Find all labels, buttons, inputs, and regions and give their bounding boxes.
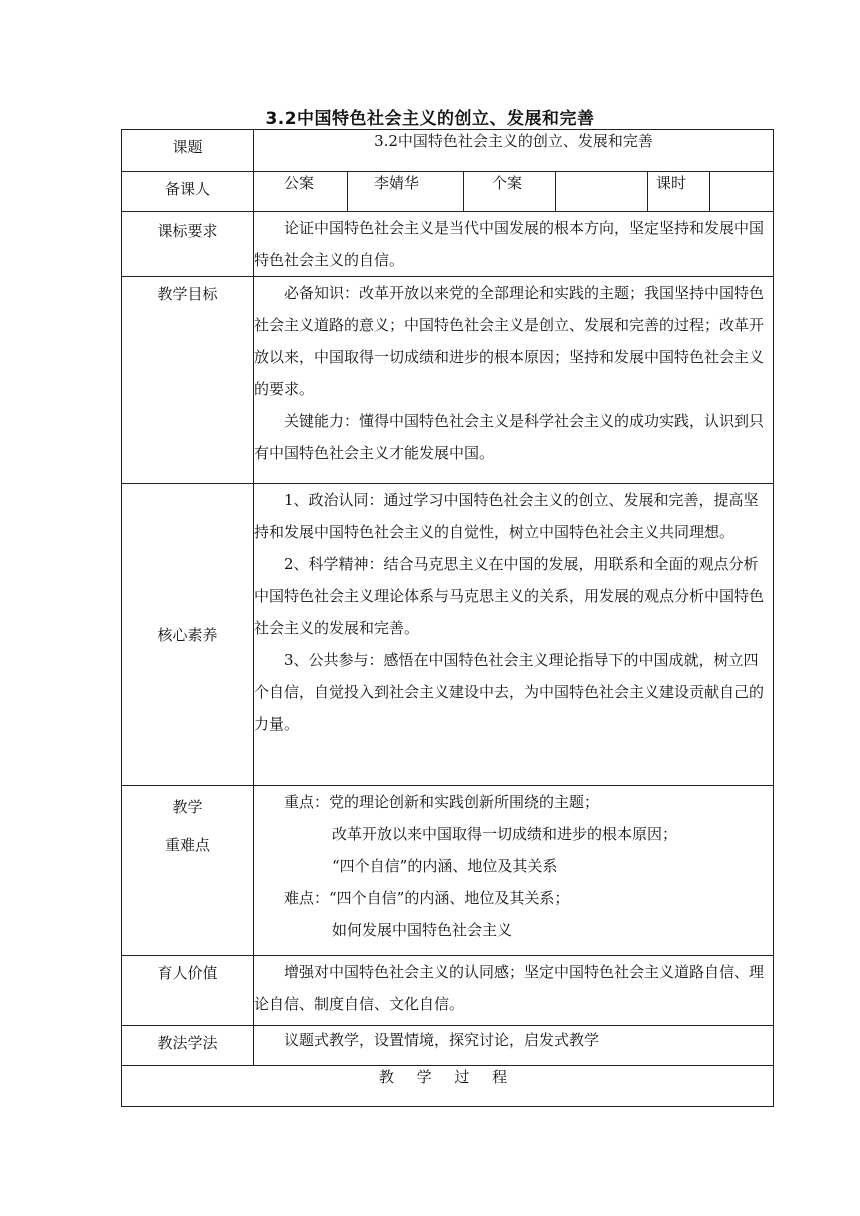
- standard-label: 课标要求: [122, 212, 254, 277]
- personal-plan-label: 个案: [464, 172, 556, 212]
- public-plan-label: 公案: [254, 172, 348, 212]
- key-difficult-label-line2: 重难点: [164, 836, 210, 854]
- methods-label: 教法学法: [122, 1026, 254, 1066]
- personal-plan-value: [556, 172, 648, 212]
- key-difficult-row: [122, 786, 774, 956]
- key-point-1: 重点：党的理论创新和实践创新所围绕的主题；: [284, 793, 600, 811]
- literacy-label: 核心素养: [122, 484, 254, 786]
- methods-row: [122, 1026, 774, 1066]
- objectives-row: [122, 277, 774, 484]
- document-title: 3.2中国特色社会主义的创立、发展和完善: [265, 109, 595, 129]
- period-label: 课时: [648, 172, 710, 212]
- key-difficult-label-line1: 教学: [172, 798, 203, 816]
- values-label: 育人价值: [122, 956, 254, 1026]
- literacy-participation: 3、公共参与：感悟在中国特色社会主义理论指导下的中国成就，树立四个自信，自觉投入到社会主义建设中去，为中国特色社会主义建设贡献自己的力量。: [254, 651, 765, 733]
- process-heading: 教 学 过 程: [122, 1066, 774, 1107]
- preparer-row: [122, 172, 774, 212]
- topic-value: 3.2中国特色社会主义的创立、发展和完善: [254, 130, 774, 172]
- key-difficult-label: [122, 786, 254, 956]
- standard-row: [122, 212, 774, 277]
- objectives-content: [254, 277, 774, 484]
- key-point-3: “四个自信”的内涵、地位及其关系: [332, 857, 558, 875]
- lesson-plan-table: [121, 129, 774, 1107]
- key-difficult-content: [254, 786, 774, 956]
- topic-label: 课题: [122, 130, 254, 172]
- values-row: [122, 956, 774, 1026]
- preparer-label: 备课人: [122, 172, 254, 212]
- standard-text: 论证中国特色社会主义是当代中国发展的根本方向，坚定坚持和发展中国特色社会主义的自信。: [254, 212, 774, 277]
- topic-row: [122, 130, 774, 172]
- methods-text: 议题式教学，设置情境，探究讨论，启发式教学: [254, 1026, 774, 1066]
- literacy-row: [122, 484, 774, 786]
- literacy-science: 2、科学精神：结合马克思主义在中国的发展，用联系和全面的观点分析中国特色社会主义理论体系与马克思主义的关系，用发展的观点分析中国特色社会主义的发展和完善。: [254, 555, 765, 637]
- literacy-political: 1、政治认同：通过学习中国特色社会主义的创立、发展和完善，提高坚持和发展中国特色社会主义的自觉性，树立中国特色社会主义共同理想。: [254, 491, 759, 541]
- objectives-ability: 关键能力：懂得中国特色社会主义是科学社会主义的成功实践，认识到只有中国特色社会主义才能发展中国。: [254, 412, 765, 462]
- literacy-content: [254, 484, 774, 786]
- difficult-point-2: 如何发展中国特色社会主义: [332, 921, 513, 939]
- period-value: [710, 172, 774, 212]
- public-plan-author: 李婧华: [348, 172, 464, 212]
- objectives-label: 教学目标: [122, 277, 254, 484]
- key-point-2: 改革开放以来中国取得一切成绩和进步的根本原因；: [332, 825, 678, 843]
- values-text: 增强对中国特色社会主义的认同感；坚定中国特色社会主义道路自信、理论自信、制度自信、文化自信。: [254, 956, 774, 1026]
- objectives-knowledge: 必备知识：改革开放以来党的全部理论和实践的主题；我国坚持中国特色社会主义道路的意义；中国特色社会主义是创立、发展和完善的过程；改革开放以来，中国取得一切成绩和进步的根本原因；坚持和发展中国特色社会主义的要求。: [254, 284, 765, 398]
- process-row: [122, 1066, 774, 1107]
- difficult-point-1: 难点：“四个自信”的内涵、地位及其关系；: [284, 889, 570, 907]
